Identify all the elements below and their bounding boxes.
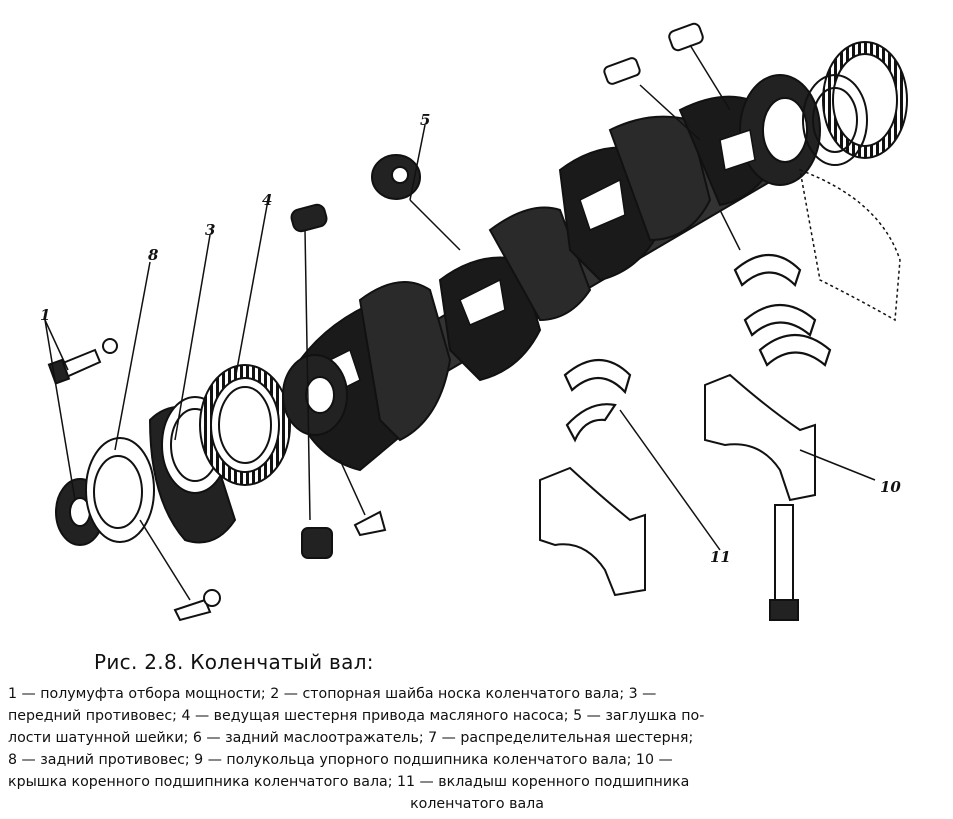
figure-legend: [8, 683, 946, 815]
callout-4: 4: [262, 191, 273, 209]
legend-line: крышка коренного подшипника коленчатого вала; 11 — вкладыш коренного подшипника: [8, 774, 690, 790]
callout-5: 5: [420, 111, 431, 129]
callout-10: 10: [880, 478, 901, 496]
front-assembly: [49, 339, 385, 620]
figure-caption-title: Рис. 2.8. Коленчатый вал:: [94, 650, 374, 674]
callout-3: 3: [205, 221, 216, 239]
rear-gear-assembly: [800, 42, 907, 320]
callout-8: 8: [148, 246, 159, 264]
legend-line: передний противовес; 4 — ведущая шестерня привода масляного насоса; 5 — заглушка по-: [8, 708, 705, 724]
legend-line: лости шатунной шейки; 6 — задний маслоотражатель; 7 — распределительная шестерня;: [8, 730, 694, 746]
legend-line: коленчатого вала: [410, 796, 544, 812]
callout-1: 1: [40, 306, 51, 324]
legend-line: 8 — задний противовес; 9 — полукольца упорного подшипника коленчатого вала; 10 —: [8, 752, 673, 768]
legend-line: 1 — полумуфта отбора мощности; 2 — стопорная шайба носка коленчатого вала; 3 —: [8, 686, 657, 702]
callout-11: 11: [710, 548, 731, 566]
bearing-shells: [565, 255, 830, 440]
